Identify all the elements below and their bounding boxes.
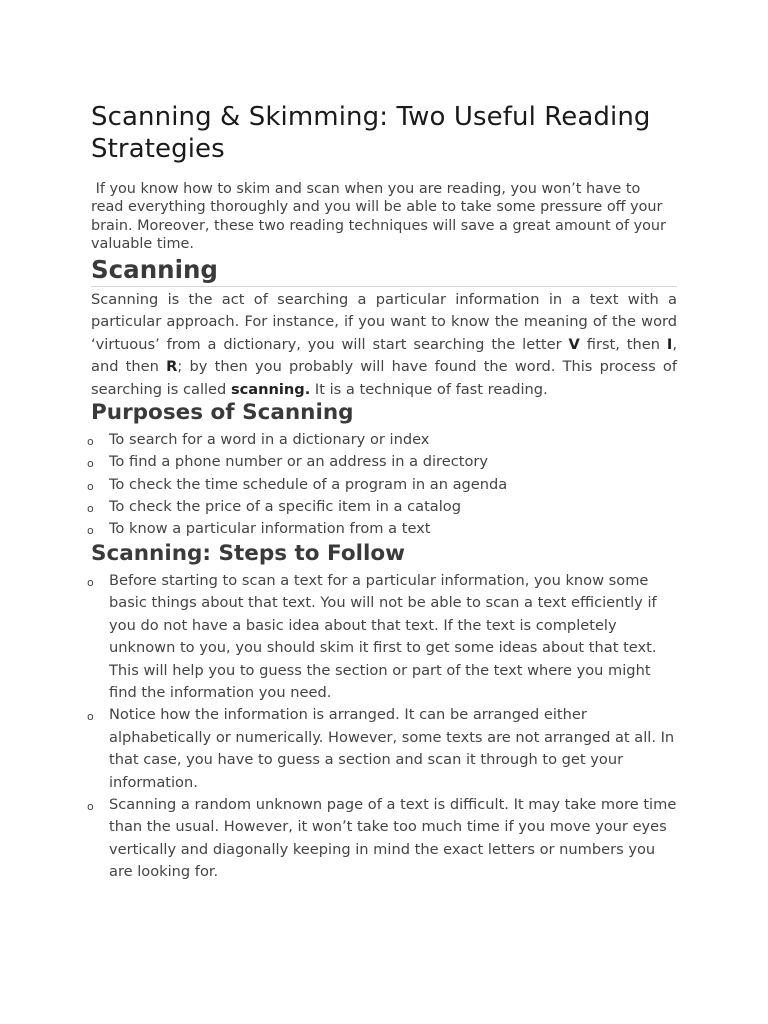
letter-i: I (666, 335, 673, 353)
list-item (87, 451, 677, 473)
letter-v: V (568, 335, 580, 353)
scanning-text-1: Scanning is the act of searching a particular information in a text with a particular approach. For instance, if you want to know the meaning of the word ‘virtuous’ from a dictionary, you will start searching the letter (91, 291, 677, 353)
scanning-text-2: first, then (579, 335, 667, 353)
letter-r: R (166, 358, 178, 376)
purposes-list (87, 429, 677, 540)
section-heading-purposes: Purposes of Scanning (91, 400, 354, 425)
scanning-text-3: , and then (91, 335, 677, 376)
scanning-text-5: It is a technique of fast reading. (310, 380, 548, 398)
list-item (87, 570, 677, 704)
list-item-text: Before starting to scan a text for a particular information, you know some basic things about that text. You will not be able to scan a text efficiently if you do not have a basic idea about that text. If the text is completely unknown to you, you should skim it first to get some ideas about that text. This will help you to guess the section or part of the text where you might find the information you need. (109, 572, 657, 702)
intro-paragraph (91, 180, 677, 253)
document-title: Scanning & Skimming: Two Useful Reading Strategies (91, 102, 651, 164)
circle-bullet-icon: o (87, 501, 94, 515)
list-item-text: To know a particular information from a text (109, 520, 431, 538)
circle-bullet-icon: o (87, 435, 94, 448)
list-item (87, 518, 677, 540)
list-item-text: To check the price of a specific item in a catalog (109, 497, 461, 515)
scanning-text-4: ; by then you probably will have found the word. This process of searching is called (91, 358, 677, 398)
circle-bullet-icon: o (87, 457, 94, 471)
list-item-text: Scanning a random unknown page of a text is difficult. It may take more time than the usual. However, it won’t take too much time if you move your eyes vertically and diagonally keeping in mind the exact letters or numbers you are looking for. (109, 796, 677, 881)
list-item (87, 429, 677, 451)
circle-bullet-icon: o (87, 710, 94, 724)
circle-bullet-icon: o (87, 524, 94, 538)
list-item-text: To find a phone number or an address in a directory (109, 453, 489, 471)
steps-list (87, 570, 677, 884)
term-scanning: scanning. (230, 380, 311, 398)
document-page (87, 0, 677, 1024)
circle-bullet-icon: o (87, 800, 94, 814)
list-item (87, 704, 677, 794)
list-item-text: To search for a word in a dictionary or index (109, 431, 430, 448)
circle-bullet-icon: o (87, 576, 94, 589)
intro-text: If you know how to skim and scan when you are reading, you won’t have to read everything thoroughly and you will be able to take some pressure off your brain. Moreover, these two reading techniques will save a great amount of your valuable time. (91, 181, 666, 252)
list-item-text: Notice how the information is arranged. It can be arranged either alphabetically or numerically. However, some texts are not arranged at all. In that case, you have to guess a section and scan it through to get your information. (109, 706, 675, 791)
list-item-text: To check the time schedule of a program in an agenda (109, 475, 508, 493)
scanning-paragraph (91, 289, 677, 401)
list-item (87, 794, 677, 884)
section-heading-steps: Scanning: Steps to Follow (91, 541, 406, 566)
circle-bullet-icon: o (87, 479, 94, 493)
list-item (87, 496, 677, 518)
section-heading-scanning: Scanning (91, 255, 677, 287)
list-item (87, 474, 677, 496)
